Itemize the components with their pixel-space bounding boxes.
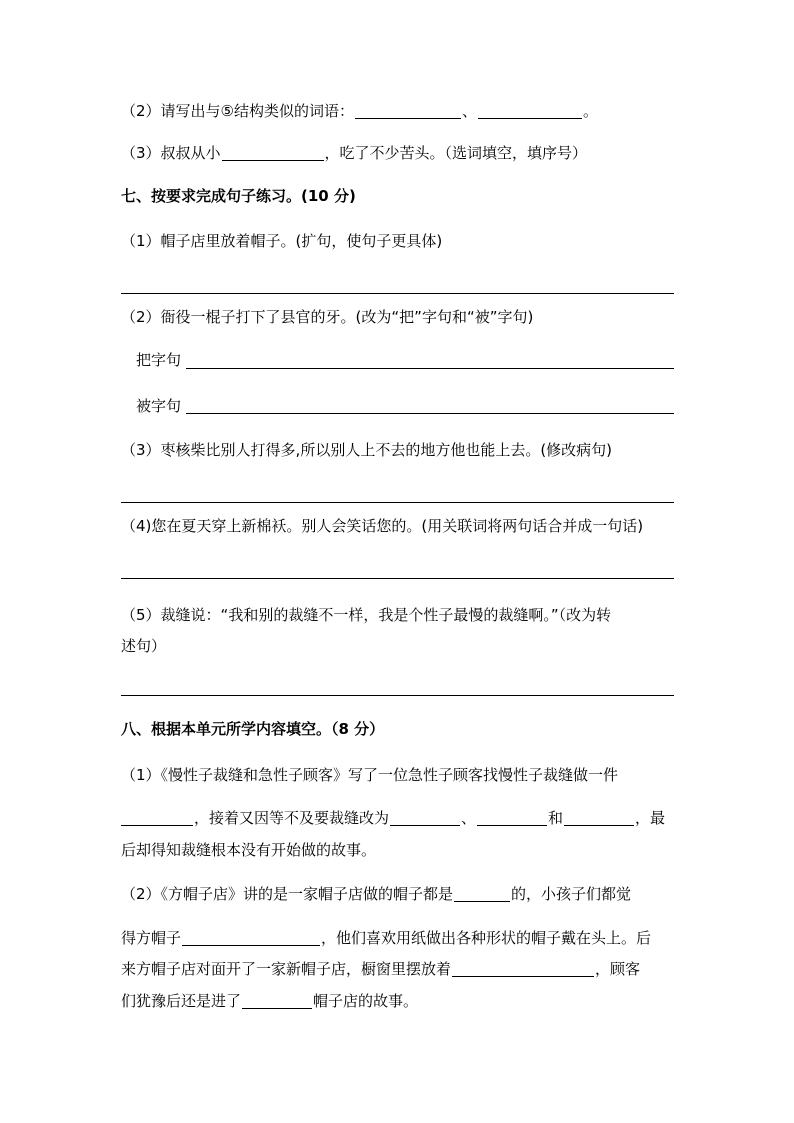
s7-q1: （1）帽子店里放着帽子。(扩句，使句子更具体) [121,232,443,250]
separator: 、 [461,809,477,827]
answer-line[interactable] [121,502,674,503]
s8-q1-line2 [121,808,673,828]
s7-q3: （3）枣核柴比别人打得多,所以别人上不去的地方他也能上去。(修改病句) [121,441,613,459]
answer-blank[interactable] [454,886,510,902]
s8-q2-line3 [121,959,673,979]
s7-q5-line2: 述句） [121,637,167,655]
answer-blank[interactable] [222,145,324,161]
ba-sentence-line[interactable] [186,368,674,369]
s8-q2-line2 [121,928,673,948]
ba-sentence-label: 把字句 [136,351,182,369]
s6-q2-prompt: （2）请写出与⑤结构类似的词语： [121,102,354,120]
answer-blank[interactable] [182,930,320,946]
answer-blank[interactable] [390,810,460,826]
answer-blank[interactable] [121,810,193,826]
answer-blank[interactable] [564,810,634,826]
text-span: 们犹豫后还是进了 [121,992,242,1010]
s8-q2-line4 [121,991,673,1011]
s7-q2: （2）衙役一棍子打下了县官的牙。(改为“把”字句和“被”字句) [121,308,534,326]
text-span: 来方帽子店对面开了一家新帽子店，橱窗里摆放着 [121,960,452,978]
text-span: 得方帽子 [121,929,182,947]
separator: 、 [462,102,478,120]
answer-line[interactable] [121,695,674,696]
s7-q5-line1: （5）裁缝说：“我和别的裁缝不一样，我是个性子最慢的裁缝啊。”（改为转 [121,606,612,624]
s8-q2-line1 [121,884,673,904]
answer-line[interactable] [121,293,674,294]
s6-q3-instruction: ，吃了不少苦头。（选词填空，填序号） [324,144,588,162]
bei-sentence-label: 被字句 [136,397,182,415]
text-span: ，接着又因等不及要裁缝改为 [194,809,390,827]
answer-line[interactable] [121,578,674,579]
answer-blank[interactable] [477,810,547,826]
text-span: ，最 [635,809,666,827]
text-span: 的，小孩子们都觉 [511,885,632,903]
answer-blank[interactable] [478,103,582,119]
s6-q2 [121,101,673,121]
s7-q4: （4)您在夏天穿上新棉袄。别人会笑话您的。(用关联词将两句话合并成一句话) [121,517,644,535]
answer-blank[interactable] [242,993,312,1009]
bei-sentence-line[interactable] [186,413,674,414]
text-span: 和 [548,809,564,827]
s6-q3 [121,143,673,163]
period: 。 [583,102,599,120]
text-span: 帽子店的故事。 [313,992,419,1010]
text-span: ，顾客 [595,960,641,978]
s8-q1-line3: 后却得知裁缝根本没有开始做的故事。 [121,841,377,859]
s6-q3-prompt: （3）叔叔从小 [121,144,221,162]
answer-blank[interactable] [355,103,461,119]
section-8-title: 八、根据本单元所学内容填空。（8 分） [121,720,385,738]
text-span: （2）《方帽子店》讲的是一家帽子店做的帽子都是 [121,885,454,903]
s8-q1-line1: （1）《慢性子裁缝和急性子顾客》写了一位急性子顾客找慢性子裁缝做一件 [121,766,619,784]
text-span: ，他们喜欢用纸做出各种形状的帽子戴在头上。后 [321,929,652,947]
section-7-title: 七、按要求完成句子练习。(10 分) [121,187,356,205]
answer-blank[interactable] [452,961,594,977]
